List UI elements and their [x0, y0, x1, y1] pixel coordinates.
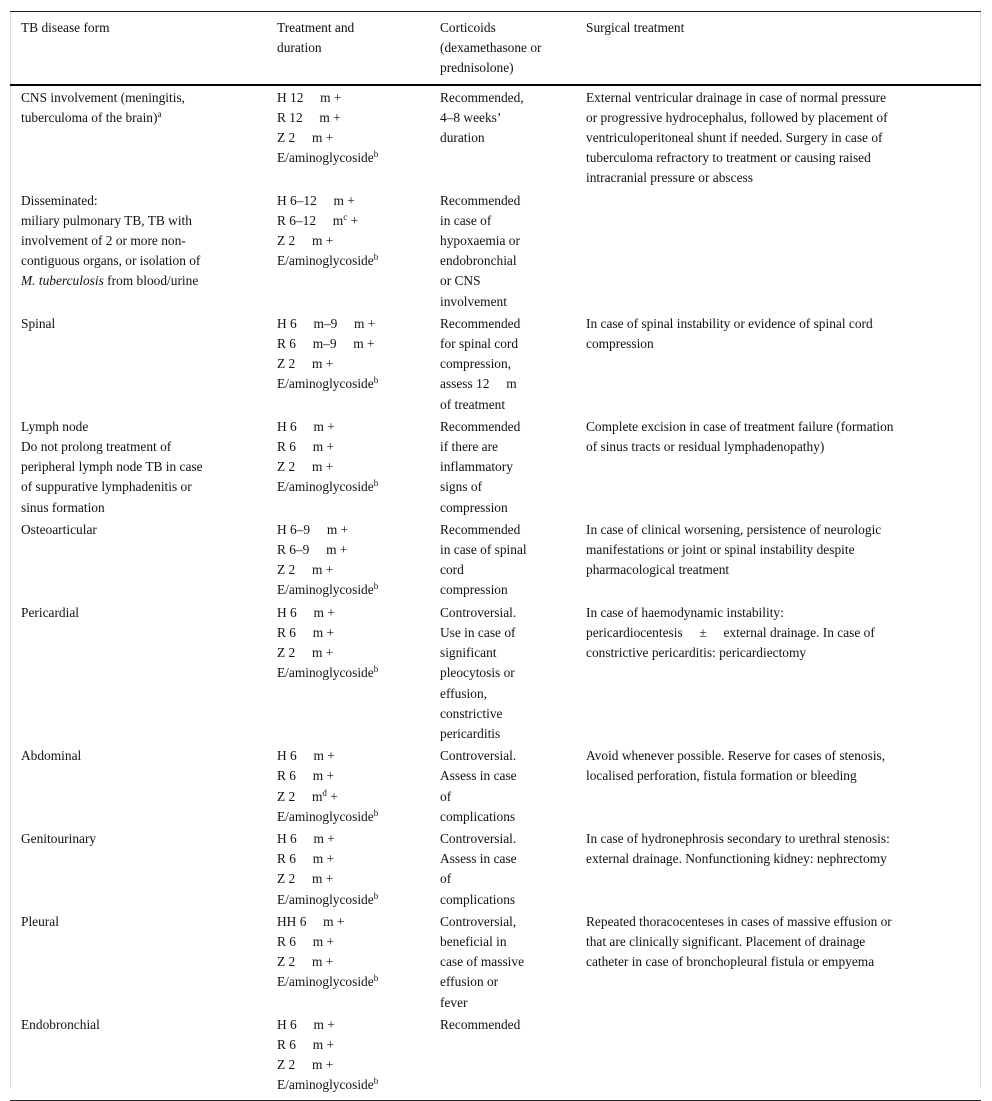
cell-line: R 6 m–9 m +	[277, 336, 375, 352]
cell-surgical-treatment	[575, 518, 981, 601]
cell-surgical-treatment	[575, 312, 981, 415]
cell-line: R 6 m +	[277, 933, 335, 949]
cell-line: of	[440, 788, 452, 804]
cell-disease-form	[10, 910, 266, 1013]
line-text: Z 2 m	[277, 788, 323, 804]
cell-line: Corticoids	[440, 20, 496, 35]
cell-surgical-treatment	[575, 601, 981, 744]
cell-line: HH 6 m +	[277, 913, 345, 929]
cell-line: Abdominal	[21, 748, 82, 764]
cell-line	[277, 1075, 418, 1095]
line-text: E/aminoglycoside	[277, 665, 374, 681]
cell-corticoids	[429, 910, 575, 1013]
cell-line: Do not prolong treatment of	[21, 439, 172, 455]
cell-corticoids	[429, 744, 575, 827]
cell-line: of sinus tracts or residual lymphadenopathy)	[586, 439, 825, 455]
cell-disease-form	[10, 189, 266, 312]
cell-surgical-treatment	[575, 1013, 981, 1100]
cell-line: of suppurative lymphadenitis or	[21, 479, 192, 495]
cell-line: Endobronchial	[21, 1016, 100, 1032]
cell-line	[277, 251, 418, 271]
cell-line: Assess in case	[440, 851, 517, 867]
cell-line: H 6 m–9 m +	[277, 315, 376, 331]
cell-line: or CNS	[440, 273, 481, 289]
cell-line: H 6 m +	[277, 830, 335, 846]
cell-corticoids	[429, 827, 575, 910]
cell-surgical-treatment	[575, 189, 981, 312]
cell-line: R 6 m +	[277, 439, 335, 455]
cell-line: Z 2 m +	[277, 1057, 334, 1073]
cell-line	[277, 477, 418, 497]
cell-line: pleocytosis or	[440, 665, 515, 681]
italic-text: M. tuberculosis	[21, 273, 104, 289]
footnote-marker: b	[373, 890, 379, 901]
cell-line: pericardiocentesis ± external drainage. In case of	[586, 624, 875, 640]
cell-corticoids	[429, 85, 575, 189]
cell-line: Controversial,	[440, 913, 517, 929]
table-row	[10, 827, 981, 910]
cell-treatment-duration	[266, 744, 429, 827]
table-body	[10, 85, 981, 1100]
cell-line: involvement of 2 or more non-	[21, 233, 186, 249]
cell-line: Z 2 m +	[277, 645, 334, 661]
cell-line	[277, 890, 418, 910]
cell-line: In case of clinical worsening, persistence of neurologic	[586, 521, 882, 537]
cell-line: external drainage. Nonfunctioning kidney: nephrectomy	[586, 851, 887, 867]
cell-surgical-treatment	[575, 415, 981, 518]
cell-line: Recommended	[440, 521, 521, 537]
cell-treatment-duration	[266, 910, 429, 1013]
cell-line: compression,	[440, 356, 512, 372]
cell-line: case of massive	[440, 954, 525, 970]
cell-line: peripheral lymph node TB in case	[21, 459, 203, 475]
table-row	[10, 415, 981, 518]
cell-line: Avoid whenever possible. Reserve for cases of stenosis,	[586, 748, 886, 764]
header-surgical-treatment	[575, 12, 981, 85]
cell-line: Surgical treatment	[586, 20, 685, 35]
cell-line: of treatment	[440, 396, 506, 412]
cell-line: In case of spinal instability or evidence of spinal cord	[586, 315, 873, 331]
cell-line: signs of	[440, 479, 483, 495]
cell-surgical-treatment	[575, 827, 981, 910]
cell-disease-form	[10, 1013, 266, 1100]
cell-line: Pericardial	[21, 604, 79, 620]
cell-line: In case of hydronephrosis secondary to urethral stenosis:	[586, 830, 890, 846]
cell-line: significant	[440, 645, 497, 661]
cell-line: Disseminated:	[21, 192, 98, 208]
footnote-marker: b	[373, 252, 379, 263]
cell-treatment-duration	[266, 189, 429, 312]
cell-line: pharmacological treatment	[586, 562, 730, 578]
cell-line	[21, 271, 255, 291]
footnote-marker: b	[373, 807, 379, 818]
cell-line: CNS involvement (meningitis,	[21, 89, 186, 105]
cell-line: of	[440, 871, 452, 887]
cell-line: H 6 m +	[277, 418, 335, 434]
cell-line: contiguous organs, or isolation of	[21, 253, 201, 269]
cell-corticoids	[429, 189, 575, 312]
header-treatment-duration	[266, 12, 429, 85]
cell-line: Controversial.	[440, 748, 517, 764]
cell-line: endobronchial	[440, 253, 517, 269]
footnote-marker: b	[373, 1076, 379, 1087]
cell-line: in case of	[440, 212, 492, 228]
cell-line: duration	[277, 40, 322, 56]
cell-line: External ventricular drainage in case of normal pressure	[586, 89, 887, 105]
cell-line	[277, 663, 418, 683]
cell-line: H 6 m +	[277, 748, 335, 764]
line-text: E/aminoglycoside	[277, 376, 374, 392]
header-disease-form	[10, 12, 266, 85]
cell-line	[277, 580, 418, 600]
footnote-marker: b	[373, 581, 379, 592]
cell-line: effusion or	[440, 974, 499, 990]
cell-line: sinus formation	[21, 499, 105, 515]
cell-line: Z 2 m +	[277, 356, 334, 372]
cell-line: cord	[440, 562, 464, 578]
cell-line: compression	[440, 499, 508, 515]
cell-line: manifestations or joint or spinal instability despite	[586, 542, 855, 558]
cell-line: 4–8 weeks’	[440, 109, 502, 125]
cell-line: assess 12 m	[440, 376, 517, 392]
cell-line: Z 2 m +	[277, 871, 334, 887]
cell-line: for spinal cord	[440, 336, 519, 352]
cell-line: compression	[440, 582, 508, 598]
cell-disease-form	[10, 85, 266, 189]
cell-line: constrictive	[440, 705, 503, 721]
line-text: E/aminoglycoside	[277, 253, 374, 269]
cell-treatment-duration	[266, 827, 429, 910]
cell-line: Z 2 m +	[277, 130, 334, 146]
cell-line: Repeated thoracocenteses in cases of massive effusion or	[586, 913, 892, 929]
cell-line: miliary pulmonary TB, TB with	[21, 212, 192, 228]
tb-treatment-table	[10, 11, 981, 1101]
cell-disease-form	[10, 312, 266, 415]
cell-line: Treatment and	[277, 20, 355, 35]
cell-line: R 6 m +	[277, 851, 335, 867]
footnote-marker: b	[373, 973, 379, 984]
table-row	[10, 518, 981, 601]
line-text: E/aminoglycoside	[277, 891, 374, 907]
footnote-marker: c	[343, 211, 348, 222]
line-text: E/aminoglycoside	[277, 479, 374, 495]
header-corticoids	[429, 12, 575, 85]
footnote-marker: b	[373, 664, 379, 675]
cell-line: R 12 m +	[277, 109, 341, 125]
cell-line: Recommended	[440, 315, 521, 331]
cell-line	[277, 807, 418, 827]
cell-line: Z 2 m +	[277, 459, 334, 475]
cell-line: Z 2 m +	[277, 233, 334, 249]
cell-line: H 6–12 m +	[277, 192, 355, 208]
cell-line: or progressive hydrocephalus, followed by placement of	[586, 109, 888, 125]
cell-line: H 12 m +	[277, 89, 342, 105]
cell-line: duration	[440, 130, 485, 146]
cell-line: R 6–9 m +	[277, 542, 348, 558]
cell-line: Recommended	[440, 192, 521, 208]
cell-corticoids	[429, 518, 575, 601]
cell-line: Assess in case	[440, 768, 517, 784]
cell-line: (dexamethasone or	[440, 40, 542, 56]
cell-disease-form	[10, 415, 266, 518]
cell-disease-form	[10, 827, 266, 910]
cell-line: involvement	[440, 293, 507, 309]
cell-line	[277, 972, 418, 992]
cell-line: Lymph node	[21, 418, 89, 434]
table-row	[10, 744, 981, 827]
line-text: +	[326, 788, 338, 804]
line-text: E/aminoglycoside	[277, 1077, 374, 1093]
line-text: E/aminoglycoside	[277, 150, 374, 166]
cell-line: Genitourinary	[21, 830, 97, 846]
cell-line: Pleural	[21, 913, 59, 929]
cell-line	[277, 374, 418, 394]
cell-disease-form	[10, 518, 266, 601]
cell-line: Complete excision in case of treatment failure (formation	[586, 418, 894, 434]
table-row	[10, 601, 981, 744]
footnote-marker: a	[157, 108, 162, 119]
table-row	[10, 189, 981, 312]
cell-treatment-duration	[266, 518, 429, 601]
cell-line: prednisolone)	[440, 60, 514, 76]
cell-line: R 6 m +	[277, 624, 335, 640]
cell-line	[277, 211, 418, 231]
cell-treatment-duration	[266, 415, 429, 518]
line-text: E/aminoglycoside	[277, 582, 374, 598]
cell-corticoids	[429, 601, 575, 744]
footnote-marker: b	[373, 375, 379, 386]
cell-line: H 6–9 m +	[277, 521, 349, 537]
cell-treatment-duration	[266, 312, 429, 415]
line-text: E/aminoglycoside	[277, 974, 374, 990]
cell-line: fever	[440, 994, 468, 1010]
cell-line: H 6 m +	[277, 604, 335, 620]
table-header-row	[10, 12, 981, 85]
cell-line: complications	[440, 891, 516, 907]
cell-line: pericarditis	[440, 725, 501, 741]
line-text: +	[347, 212, 359, 228]
cell-treatment-duration	[266, 85, 429, 189]
footnote-marker: b	[373, 149, 379, 160]
cell-line: Recommended	[440, 418, 521, 434]
cell-surgical-treatment	[575, 85, 981, 189]
cell-line: Controversial.	[440, 830, 517, 846]
cell-line: inflammatory	[440, 459, 513, 475]
cell-line: if there are	[440, 439, 498, 455]
cell-line: TB disease form	[21, 20, 110, 35]
table-row	[10, 85, 981, 189]
cell-disease-form	[10, 601, 266, 744]
line-text: R 6–12 m	[277, 212, 344, 228]
cell-corticoids	[429, 312, 575, 415]
footnote-marker: d	[322, 787, 327, 798]
cell-line: compression	[586, 336, 654, 352]
cell-line: Z 2 m +	[277, 954, 334, 970]
cell-line: Controversial.	[440, 604, 517, 620]
cell-line: constrictive pericarditis: pericardiectomy	[586, 645, 807, 661]
cell-line: intracranial pressure or abscess	[586, 170, 753, 186]
cell-line: effusion,	[440, 685, 487, 701]
cell-treatment-duration	[266, 601, 429, 744]
cell-line: R 6 m +	[277, 768, 335, 784]
cell-line: Z 2 m +	[277, 562, 334, 578]
cell-corticoids	[429, 415, 575, 518]
cell-line: In case of haemodynamic instability:	[586, 604, 784, 620]
cell-treatment-duration	[266, 1013, 429, 1100]
cell-surgical-treatment	[575, 910, 981, 1013]
cell-line: tuberculoma refractory to treatment or causing raised	[586, 150, 871, 166]
cell-line: Spinal	[21, 315, 56, 331]
cell-line: ventriculoperitoneal shunt if needed. Surgery in case of	[586, 130, 883, 146]
cell-line: H 6 m +	[277, 1016, 335, 1032]
cell-line: R 6 m +	[277, 1036, 335, 1052]
table-row	[10, 1013, 981, 1100]
footnote-marker: b	[373, 478, 379, 489]
cell-line: catheter in case of bronchopleural fistula or empyema	[586, 954, 875, 970]
cell-line: Use in case of	[440, 624, 516, 640]
cell-line: hypoxaemia or	[440, 233, 520, 249]
cell-line	[277, 787, 418, 807]
cell-line: Recommended,	[440, 89, 524, 105]
cell-line: localised perforation, fistula formation or bleeding	[586, 768, 857, 784]
cell-line: Recommended	[440, 1016, 521, 1032]
cell-surgical-treatment	[575, 744, 981, 827]
line-text: tuberculoma of the brain)	[21, 109, 158, 125]
cell-line: Osteoarticular	[21, 521, 97, 537]
line-text: E/aminoglycoside	[277, 808, 374, 824]
cell-disease-form	[10, 744, 266, 827]
cell-line	[277, 148, 418, 168]
cell-line	[21, 108, 255, 128]
table-row	[10, 910, 981, 1013]
line-text: from blood/urine	[103, 273, 199, 289]
cell-corticoids	[429, 1013, 575, 1100]
cell-line: beneficial in	[440, 933, 507, 949]
cell-line: complications	[440, 808, 516, 824]
cell-line: in case of spinal	[440, 542, 527, 558]
table-row	[10, 312, 981, 415]
cell-line: that are clinically significant. Placement of drainage	[586, 933, 866, 949]
